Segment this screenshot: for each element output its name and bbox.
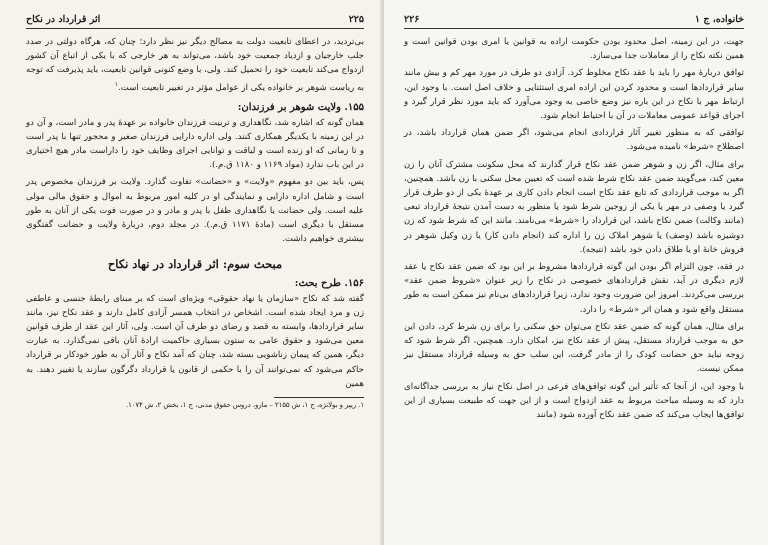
section-155-paragraph-2: پس، باید بین دو مفهوم «ولایت» و «حضانت» تفاوت گذارد. ولایت بر فرزندان مخصوص پدر است و شامل اداره دارایی و نمایندگی او در کلیه امور مربوط به اموال و حقوق مالی مولی علیه است. ولی حضانت یا نگاهداری طفل با پدر و مادر و در صورت فوت یکی از آنان به طور مستقل با دیگری است (مادهٔ ۱۱۷۱ ق.م.). در مجلد دوم، دربارهٔ ولایت و حضانت گفتگوی بیشتری خواهیم داشت. — [26, 177, 364, 245]
chapter-title: مبحث سوم: اثر قرارداد در نهاد نکاح — [107, 256, 283, 271]
section-156-title: ۱۵۶. طرح بحث: — [294, 277, 364, 289]
right-page-number: ۲۲۶ — [404, 14, 420, 25]
left-page-number: ۲۲۵ — [348, 14, 364, 25]
right-paragraph-5: در فقه، چون التزام اگر بودن این گونه قراردادها مشروط بر این بود که ضمن عقد نکاح یا عقد لازم دیگری در آید، نقش قراردادهای خصوصی در نکاح را زیر عنوان «شروط ضمن عقد» بررسی می‌کردند. امروز این ضرورت وجود ندارد، زیرا قراردادهای بی‌نام نیز ممکن است به طور مستقل واقع شود و همان اثر «شرط» را دارد. — [404, 262, 744, 315]
right-paragraph-3: توافقی که به منظور تغییر آثار قراردادی انجام می‌شود، اگر ضمن همان قرارداد باشد، در اصطلاح «شرط» نامیده می‌شود. — [404, 128, 744, 153]
left-page-header — [26, 14, 364, 29]
right-running-title: خانواده، ج ۱ — [694, 14, 744, 25]
section-156-paragraph-1: گفته شد که نکاح «سازمان یا نهاد حقوقی» ویژه‌ای است که بر مبنای رابطهٔ جنسی و عاطفی زن و مرد ایجاد شده است. اشخاص در انتخاب همسر آزادی کامل دارند و عقد نکاح نیز، مانند سایر قراردادها، وابسته به قصد و رضای دو طرف آن است. ولی، آثار این عقد از طرف قوانین معین می‌شود و حقوق عامی به ستون بسیاری حاکمیت ارادهٔ آنان باقی نمی‌گذارد. به عبارت دیگر، همین که پیمان زناشویی بسته شد، چنان که آمد نکاح و آثار آن به طور خودکار بر قرارداد حاکم می‌شود که نمی‌توانند آن را با حکمی از قانون یا قرارداد دگرگون سازند یا تغییر دهند. به همین — [26, 293, 364, 389]
footnote-ref: ۱ — [114, 80, 119, 88]
left-running-title: اثر قرارداد در نکاح — [26, 14, 101, 25]
section-155-paragraph-1: همان گونه که اشاره شد، نگاهداری و تربیت فرزندان خانواده بر عهدهٔ پدر و مادر است، و آن دو در این زمینه با یکدیگر همکاری کنند. ولی اداره دارایی فرزندان صغیر و محجور تنها با پدر است و تا زمانی که او زنده است و لیاقت و توانایی اجرای وظایف خود را داراست مادر هیچ اختیاری در این باب ندارد (مواد ۱۱۶۹ و ۱۱۸۰ ق.م.). — [26, 117, 364, 171]
right-page-header — [404, 14, 744, 29]
right-paragraph-2: توافق دربارهٔ مهر را باید با عقد نکاح مخلوط کرد. آزادی دو طرف در مورد مهر کم و بیش مانند سایر قراردادها است و محدود کردن این اراده امری استثنایی و خلاف اصل است. با وجود این، ارتباط مهر با نکاح در این باره نیز وضع خاصی به وجود می‌آورد که باید مورد نظر قرار گیرد و اجرای قواعد عمومی معاملات در آن با احتیاط انجام شود. — [404, 68, 744, 122]
right-page — [384, 0, 768, 545]
footnote: ۱. ریپر و بولانژه، ج ۱، ش ۲۱۵۵ – مازو، دروس حقوق مدنی، ج ۱، بخش ۲، ش ۱۰۷۴. — [125, 400, 364, 409]
right-paragraph-4: برای مثال، اگر زن و شوهر ضمن عقد نکاح قرار گذارند که محل سکونت مشترک آنان را زن معین کند، می‌گویند ضمن عقد نکاح شرط شده است که تعیین محل سکنی با زن باشد. همچنین، اگر به موجب قراردادی که تابع عقد نکاح است انجام دادن کاری بر عهدهٔ یکی از دو طرف قرار گیرد یا وصفی در مهر یا یکی از زوجین شرط شود یا منظور به دست آمدن نتیجهٔ قرارداد تبعی (مانند وکالت) ضمن نکاح باشد، این قرارداد را «شرط» می‌نامند. مانند این که شرط شود که زن دوشیزه باشد (وصف) یا شوهر املاک زن را اداره کند (انجام دادن کار) یا زن وکیل شوهر در فروش خانهٔ او یا طلاق دادن خود باشد (نتیجه). — [404, 159, 744, 255]
intro-paragraph: بی‌تردید، در اعطای تابعیت دولت به مصالح دیگر نیز نظر دارد؛ چنان که، هرگاه دولتی در صدد جلب خارجیان و ازدیاد جمعیت خود باشد، می‌تواند به هر خارجی که با یکی از اتباع آن کشور ازدواج می‌کند تابعیت خود را تحمیل کند. ولی، با وضع کنونی قوانین تابعیت، باید پذیرفت که توجه به ریاست شوهر بر خانواده یکی از عوامل مؤثر در تغییر تابعیت است.$^۱$ — [26, 37, 364, 93]
right-paragraph-7: با وجود این، از آنجا که تأثیر این گونه توافق‌های فرعی در اصل نکاح نیاز به بررسی جداگانه‌ای دارد که به وسیله مباحث مربوط به عقد ازدواج است و از این جهت که طبیعت بسیاری از این توافق‌ها ایجاب می‌کند که ضمن عقد نکاح آورده شود (مانند — [404, 381, 744, 421]
section-155-title: ۱۵۵. ولایت شوهر بر فرزندان: — [237, 101, 364, 113]
footnote-divider — [274, 397, 364, 398]
right-paragraph-1: جهت، در این زمینه، اصل محدود بودن حکومت اراده به قوانین یا امری بودن قوانین است و همین نکته نکاح را از معاملات جدا می‌سازد. — [404, 37, 744, 62]
right-paragraph-6: برای مثال، همان گونه که ضمن عقد نکاح می‌توان حق سکنی را برای زن شرط کرد، دادن این حق به موجب قرارداد مستقل، پیش از عقد نکاح نیز، امکان دارد. همچنین، اگر شرط شود که زوجه نباید حق حضانت کودک را از مادر گرفت، این سلب حق به وسیله قرارداد مستقل نیز ممکن نیست. — [404, 321, 744, 375]
